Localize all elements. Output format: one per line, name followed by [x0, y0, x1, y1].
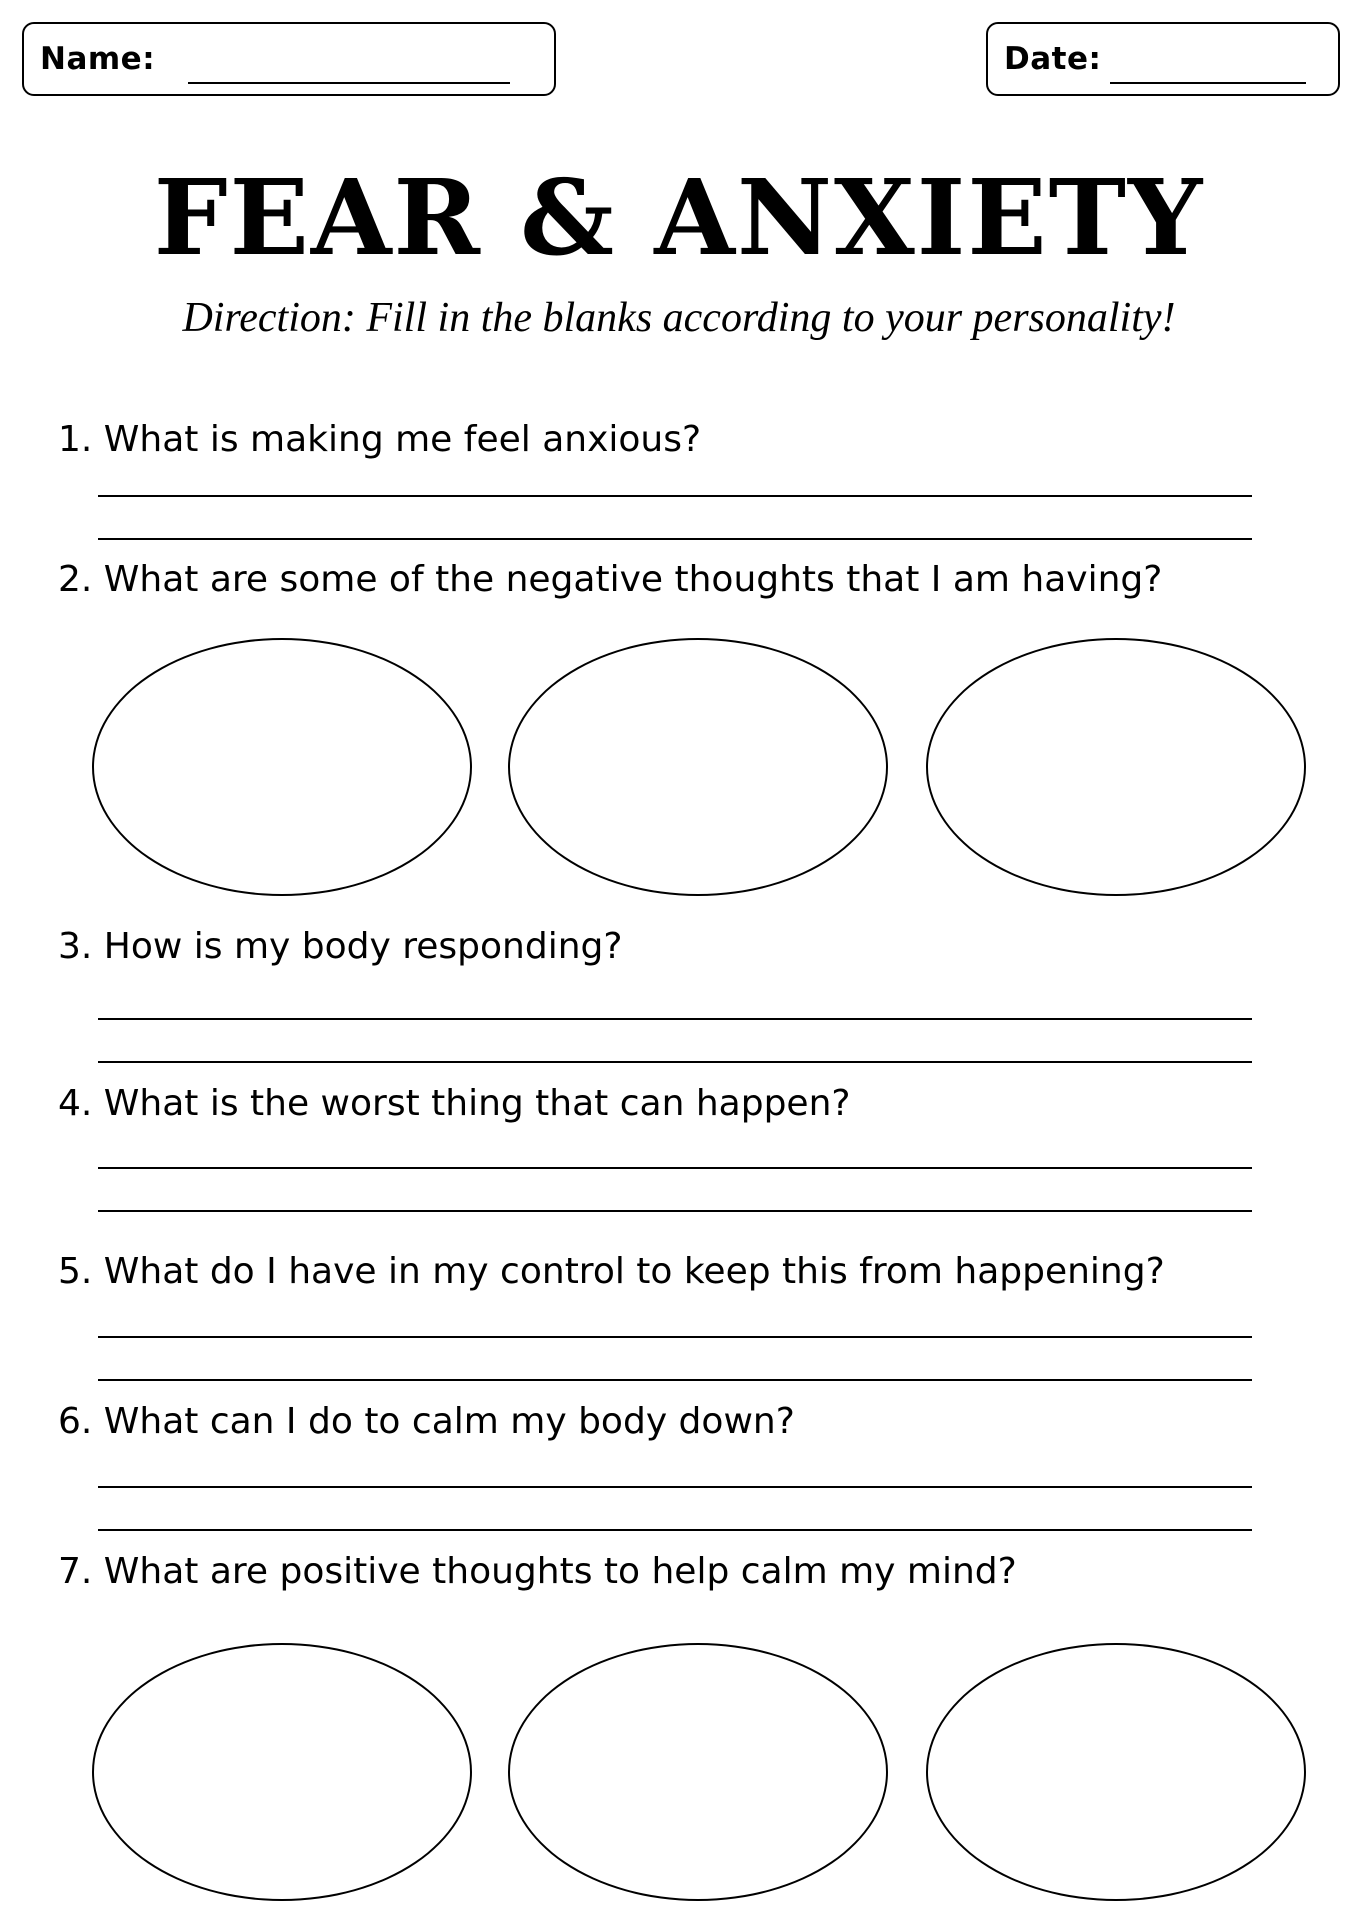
answer-line[interactable]	[98, 1061, 1252, 1063]
date-field[interactable]	[986, 22, 1340, 96]
worksheet-title: FEAR & ANXIETY	[153, 156, 1205, 279]
answer-line[interactable]	[98, 495, 1252, 497]
answer-line[interactable]	[98, 1529, 1252, 1531]
question-1: 1. What is making me feel anxious?	[58, 419, 702, 460]
name-field[interactable]	[22, 22, 556, 96]
answer-line[interactable]	[98, 538, 1252, 540]
direction-text: Direction: Fill in the blanks according to your personality!	[182, 295, 1176, 341]
question-6: 6. What can I do to calm my body down?	[58, 1401, 795, 1442]
thought-bubble[interactable]	[926, 638, 1306, 896]
thought-bubble[interactable]	[92, 638, 472, 896]
thought-bubble[interactable]	[508, 1643, 888, 1901]
question-7: 7. What are positive thoughts to help calm my mind?	[58, 1551, 1017, 1592]
answer-line[interactable]	[98, 1486, 1252, 1488]
name-blank-line[interactable]	[188, 82, 510, 84]
answer-line[interactable]	[98, 1167, 1252, 1169]
date-blank-line[interactable]	[1110, 82, 1306, 84]
answer-line[interactable]	[98, 1210, 1252, 1212]
date-label: Date:	[1004, 41, 1102, 77]
question-2: 2. What are some of the negative thoughts that I am having?	[58, 559, 1163, 600]
answer-line[interactable]	[98, 1018, 1252, 1020]
question-5: 5. What do I have in my control to keep this from happening?	[58, 1251, 1165, 1292]
thought-bubble[interactable]	[926, 1643, 1306, 1901]
answer-line[interactable]	[98, 1336, 1252, 1338]
answer-line[interactable]	[98, 1379, 1252, 1381]
name-label: Name:	[40, 41, 156, 77]
thought-bubble[interactable]	[508, 638, 888, 896]
question-4: 4. What is the worst thing that can happen?	[58, 1083, 851, 1124]
thought-bubble[interactable]	[92, 1643, 472, 1901]
question-3: 3. How is my body responding?	[58, 926, 623, 967]
